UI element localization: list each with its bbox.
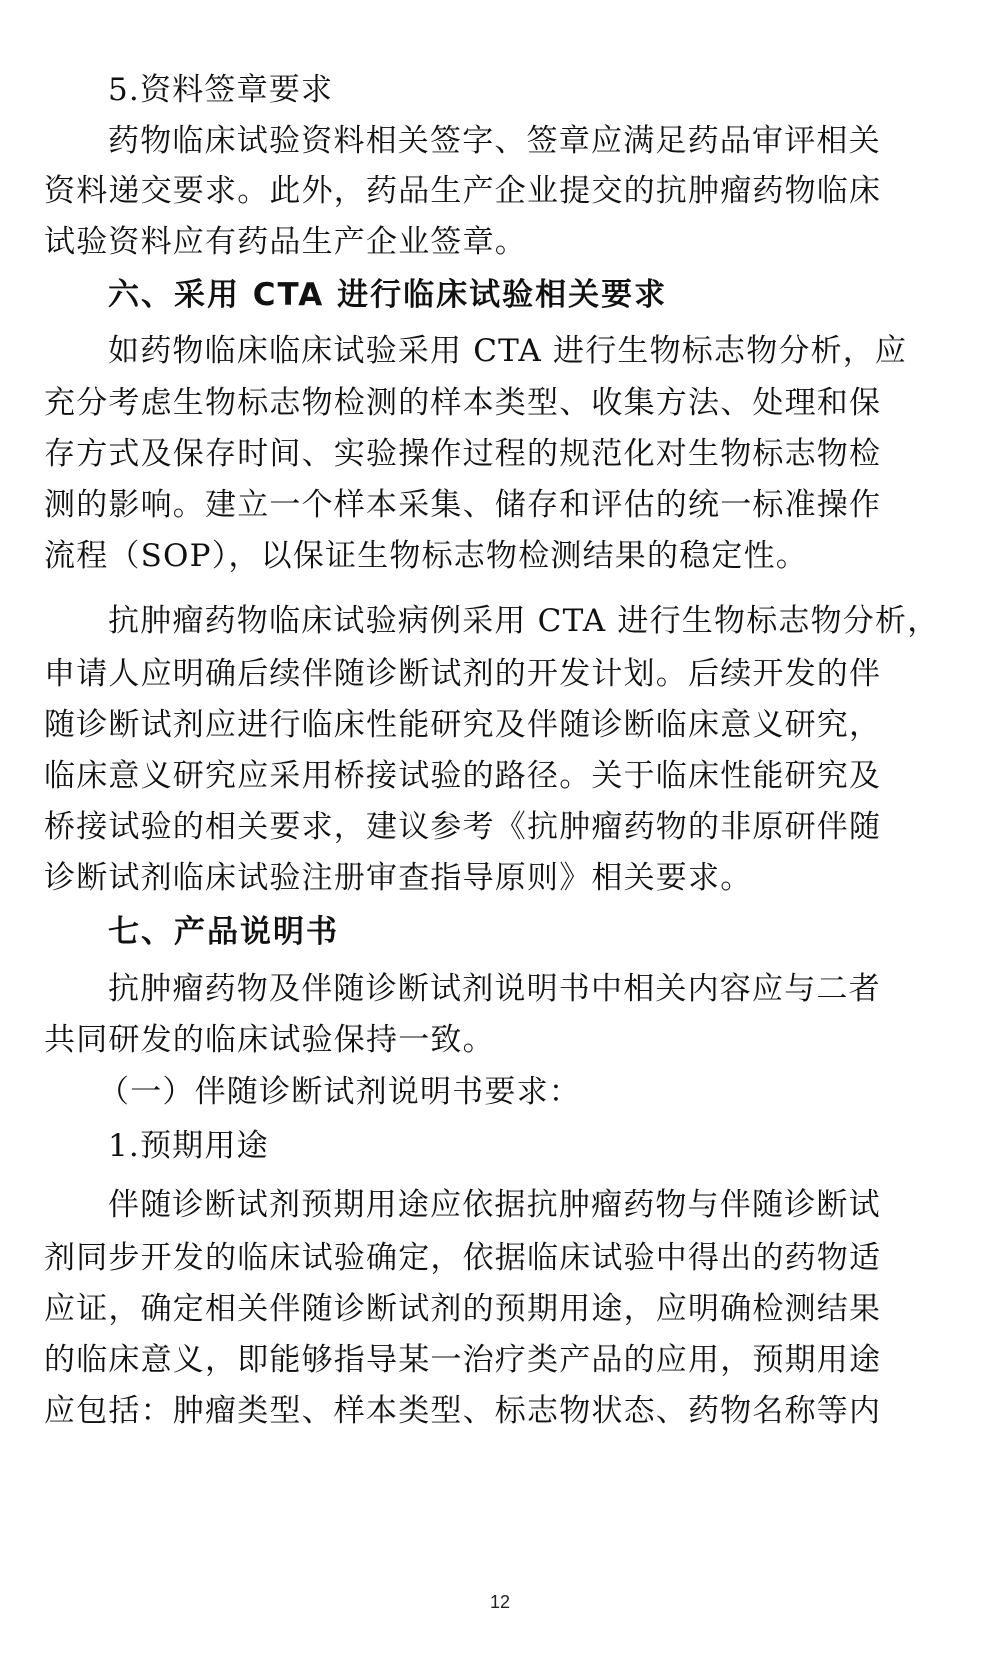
page-number: 12	[489, 1592, 511, 1612]
section-heading-product-insert: 七、产品说明书	[108, 914, 339, 950]
subsection-heading-cdx-insert: （一）伴随诊断试剂说明书要求：	[98, 1074, 581, 1110]
paragraph-line: 诊断试剂临床试验注册审查指导原则》相关要求。	[44, 860, 753, 896]
paragraph-line: 应包括：肿瘤类型、样本类型、标志物状态、药物名称等内	[44, 1393, 882, 1429]
paragraph-line: 存方式及保存时间、实验操作过程的规范化对生物标志物检	[44, 436, 882, 472]
paragraph-line: 随诊断试剂应进行临床性能研究及伴随诊断临床意义研究，	[44, 707, 882, 743]
paragraph-line: 的临床意义，即能够指导某一治疗类产品的应用，预期用途	[44, 1342, 882, 1378]
subsection-heading-intended-use: 1.预期用途	[108, 1128, 269, 1164]
paragraph-line: 资料递交要求。此外，药品生产企业提交的抗肿瘤药物临床	[44, 173, 882, 209]
paragraph-line: 试验资料应有药品生产企业签章。	[44, 224, 527, 260]
paragraph-line: 申请人应明确后续伴随诊断试剂的开发计划。后续开发的伴	[44, 656, 882, 692]
paragraph-line: 共同研发的临床试验保持一致。	[44, 1022, 495, 1058]
paragraph-line: 充分考虑生物标志物检测的样本类型、收集方法、处理和保	[44, 385, 882, 421]
paragraph-line: 应证，确定相关伴随诊断试剂的预期用途，应明确检测结果	[44, 1291, 882, 1327]
paragraph-line: 流程（SOP），以保证生物标志物检测结果的稳定性。	[44, 538, 809, 574]
paragraph-line: 抗肿瘤药物临床试验病例采用 CTA 进行生物标志物分析，	[108, 603, 940, 639]
paragraph-line: 测的影响。建立一个样本采集、储存和评估的统一标准操作	[44, 487, 882, 523]
paragraph-line: 伴随诊断试剂预期用途应依据抗肿瘤药物与伴随诊断试	[108, 1187, 881, 1223]
section-heading-cta: 六、采用 CTA 进行临床试验相关要求	[108, 277, 668, 313]
paragraph-line: 临床意义研究应采用桥接试验的路径。关于临床性能研究及	[44, 758, 882, 794]
paragraph-line: 药物临床试验资料相关签字、签章应满足药品审评相关	[108, 123, 881, 159]
paragraph-line: 如药物临床临床试验采用 CTA 进行生物标志物分析，应	[108, 333, 908, 369]
paragraph-line: 抗肿瘤药物及伴随诊断试剂说明书中相关内容应与二者	[108, 971, 881, 1007]
paragraph-line: 剂同步开发的临床试验确定，依据临床试验中得出的药物适	[44, 1240, 882, 1276]
subsection-heading-seal-requirements: 5.资料签章要求	[108, 72, 334, 108]
paragraph-line: 桥接试验的相关要求，建议参考《抗肿瘤药物的非原研伴随	[44, 809, 882, 845]
